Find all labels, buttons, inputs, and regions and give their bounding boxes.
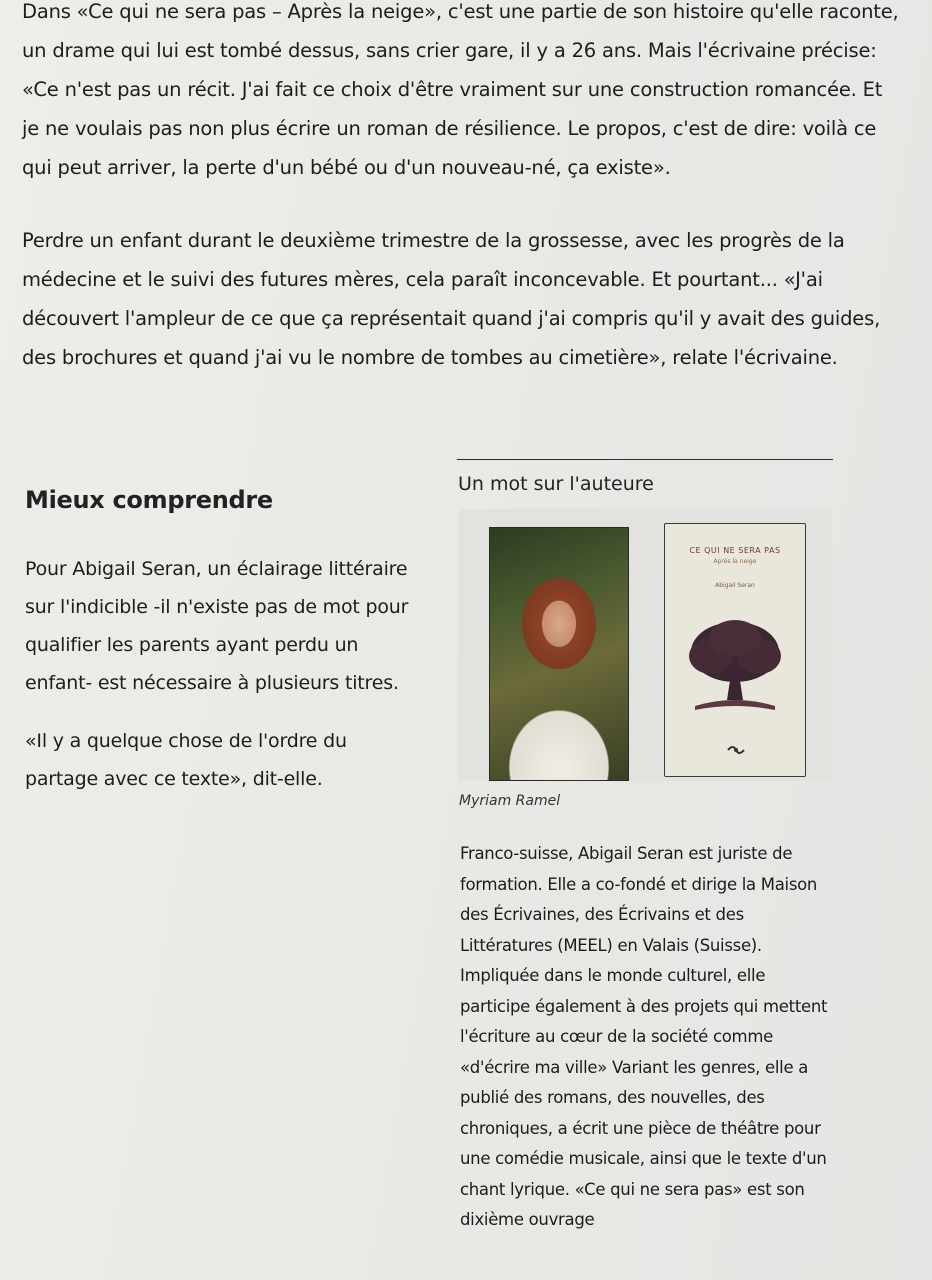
- book-cover-subtitle: Après la neige: [713, 558, 757, 565]
- sidebar-heading: Un mot sur l'auteure: [458, 473, 654, 495]
- book-cover: [664, 523, 806, 777]
- author-bio: Franco-suisse, Abigail Seran est juriste de formation. Elle a co-fondé et dirige la Maison des Écrivaines, des Écrivains et des Littératures (MEEL) en Valais (Suisse). Impliquée dans le monde culturel, elle participe également à des projets qui mettent l'écriture au cœur de la société comme «d'écrire ma ville» Variant les genres, elle a publié des romans, des nouvelles, des chroniques, a écrit une pièce de théâtre pour une comédie musicale, ainsi que le texte d'un chant lyrique. «Ce qui ne sera pas» est son dixième ouvrage: [460, 844, 828, 1229]
- author-photo-panel: [458, 509, 832, 781]
- section-heading: Mieux comprendre: [25, 486, 273, 514]
- intro-paragraph-2: Perdre un enfant durant le deuxième trimestre de la grossesse, avec les progrès de la médecine et le suivi des futures mères, cela paraît inconcevable. Et pourtant... «J'ai découvert l'ampleur de ce que ça représentait quand j'ai compris qu'il y avait des guides, des brochures et quand j'ai vu le nombre de tombes au cimetière», relate l'écrivaine.: [22, 229, 881, 369]
- article-intro: [22, 0, 902, 411]
- book-cover-author: Abigail Seran: [715, 582, 755, 589]
- author-sidebar: [458, 473, 838, 1236]
- mieux-comprendre-section: [25, 486, 425, 818]
- section-paragraph-1: Pour Abigail Seran, un éclairage littéraire sur l'indicible -il n'existe pas de mot pour qualifier les parents ayant perdu un enfant- est nécessaire à plusieurs titres.: [25, 558, 409, 694]
- sidebar-divider: [457, 459, 833, 460]
- author-portrait-photo: [489, 527, 629, 781]
- intro-paragraph-1: Dans «Ce qui ne sera pas – Après la neige», c'est une partie de son histoire qu'elle raconte, un drame qui lui est tombé dessus, sans crier gare, il y a 26 ans. Mais l'écrivaine précise: «Ce n'est pas un récit. J'ai fait ce choix d'être vraiment sur une construction romancée. Et je ne voulais pas non plus écrire un roman de résilience. Le propos, c'est de dire: voilà ce qui peut arriver, la perte d'un bébé ou d'un nouveau-né, ça existe».: [22, 0, 899, 179]
- book-cover-title: CE QUI NE SERA PAS: [689, 546, 781, 555]
- tree-illustration-icon: [681, 616, 789, 716]
- publisher-logo-icon: [725, 742, 747, 758]
- section-paragraph-2: «Il y a quelque chose de l'ordre du partage avec ce texte», dit-elle.: [25, 730, 347, 790]
- photo-credit: Myriam Ramel: [459, 793, 561, 809]
